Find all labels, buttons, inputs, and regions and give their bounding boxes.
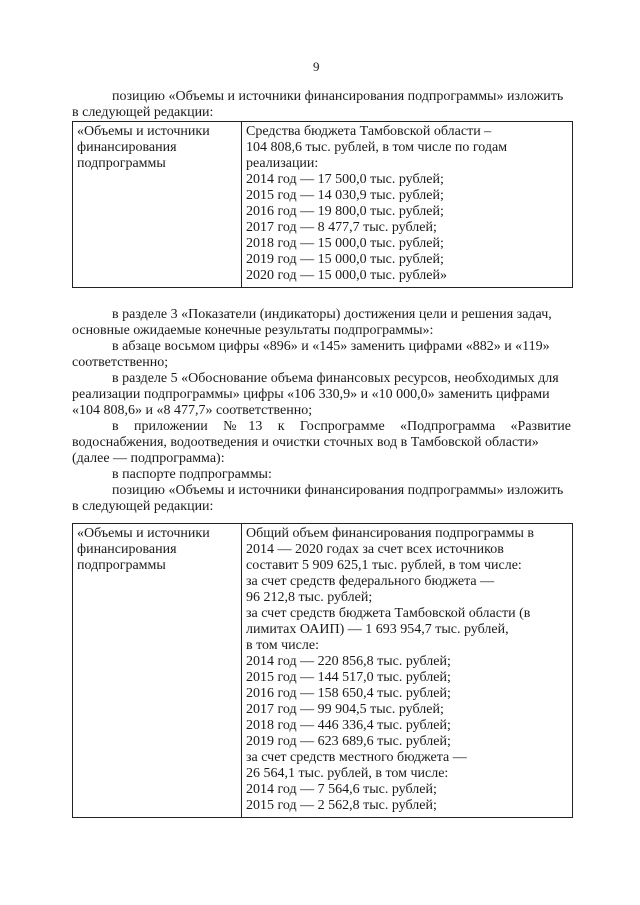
label-line: «Объемы и источники [77, 526, 210, 541]
value-line: 2019 год — 15 000,0 тыс. рублей; [246, 252, 444, 267]
position-value-cell [242, 524, 573, 818]
intro-paragraph-1 [72, 89, 571, 121]
intro1-line: позицию «Объемы и источники финансирования подпрограммы» изложить [112, 89, 564, 104]
position-label-cell [73, 524, 242, 818]
body-line: «104 808,6» и «8 477,7» соответственно; [72, 403, 313, 418]
page-number: 9 [313, 59, 320, 74]
body-paragraphs [72, 307, 571, 515]
value-line: 2018 год — 446 336,4 тыс. рублей; [246, 718, 451, 733]
body-line: соответственно; [72, 355, 169, 370]
body-line: (далее — подпрограмма): [72, 451, 225, 466]
value-line: Средства бюджета Тамбовской области – [246, 124, 492, 139]
value-line: 2014 год — 220 856,8 тыс. рублей; [246, 654, 451, 669]
value-line: 2017 год — 99 904,5 тыс. рублей; [246, 702, 444, 717]
body-line: позицию «Объемы и источники финансирования подпрограммы» изложить [112, 483, 564, 498]
value-line: 2016 год — 158 650,4 тыс. рублей; [246, 686, 451, 701]
label-line: финансирования [77, 542, 177, 557]
value-line: за счет средств федерального бюджета — [246, 574, 495, 589]
body-line: реализации подпрограммы» цифры «106 330,9» и «10 000,0» заменить цифрами [72, 387, 550, 402]
position-label-cell [73, 122, 242, 288]
value-line: 2020 год — 15 000,0 тыс. рублей» [246, 268, 447, 283]
body-line: в паспорте подпрограммы: [112, 467, 272, 482]
value-line: лимитах ОАИП) — 1 693 954,7 тыс. рублей, [246, 622, 509, 637]
body-line: водоснабжения, водоотведения и очистки сточных вод в Тамбовской области» [72, 435, 539, 450]
intro1-line: в следующей редакции: [72, 105, 214, 120]
value-line: 2015 год — 144 517,0 тыс. рублей; [246, 670, 451, 685]
body-line: основные ожидаемые конечные результаты подпрограммы»: [72, 323, 434, 338]
value-line: составит 5 909 625,1 тыс. рублей, в том числе: [246, 558, 522, 573]
table-row [73, 122, 573, 288]
body-line: в абзаце восьмом цифры «896» и «145» заменить цифрами «882» и «119» [112, 339, 550, 354]
label-line: подпрограммы [77, 156, 166, 171]
value-line: за счет средств местного бюджета — [246, 750, 467, 765]
body-line: в разделе 5 «Обоснование объема финансовых ресурсов, необходимых для [112, 371, 559, 386]
position-value-cell [242, 122, 573, 288]
value-line: 2017 год — 8 477,7 тыс. рублей; [246, 220, 437, 235]
value-line: 2018 год — 15 000,0 тыс. рублей; [246, 236, 444, 251]
label-line: финансирования [77, 140, 177, 155]
value-line: 2014 — 2020 годах за счет всех источников [246, 542, 504, 557]
table-row [73, 524, 573, 818]
value-line: за счет средств бюджета Тамбовской области (в [246, 606, 531, 621]
value-line: 2014 год — 7 564,6 тыс. рублей; [246, 782, 437, 797]
value-line: 26 564,1 тыс. рублей, в том числе: [246, 766, 449, 781]
financing-table-2 [72, 523, 573, 818]
value-line: 2015 год — 2 562,8 тыс. рублей; [246, 798, 437, 813]
financing-table-1 [72, 121, 573, 288]
label-line: «Объемы и источники [77, 124, 210, 139]
value-line: в том числе: [246, 638, 319, 653]
value-line: 2016 год — 19 800,0 тыс. рублей; [246, 204, 444, 219]
value-line: 2014 год — 17 500,0 тыс. рублей; [246, 172, 444, 187]
value-line: 2015 год — 14 030,9 тыс. рублей; [246, 188, 444, 203]
value-line: реализации: [246, 156, 319, 171]
label-line: подпрограммы [77, 558, 166, 573]
value-line: 96 212,8 тыс. рублей; [246, 590, 373, 605]
value-line: 104 808,6 тыс. рублей, в том числе по годам [246, 140, 508, 155]
body-line: в приложении №13 к Госпрограмме «Подпрограмма «Развитие [112, 419, 571, 434]
value-line: 2019 год — 623 689,6 тыс. рублей; [246, 734, 451, 749]
body-line: в разделе 3 «Показатели (индикаторы) достижения цели и решения задач, [112, 307, 552, 322]
body-line: в следующей редакции: [72, 499, 214, 514]
value-line: Общий объем финансирования подпрограммы в [246, 526, 535, 541]
